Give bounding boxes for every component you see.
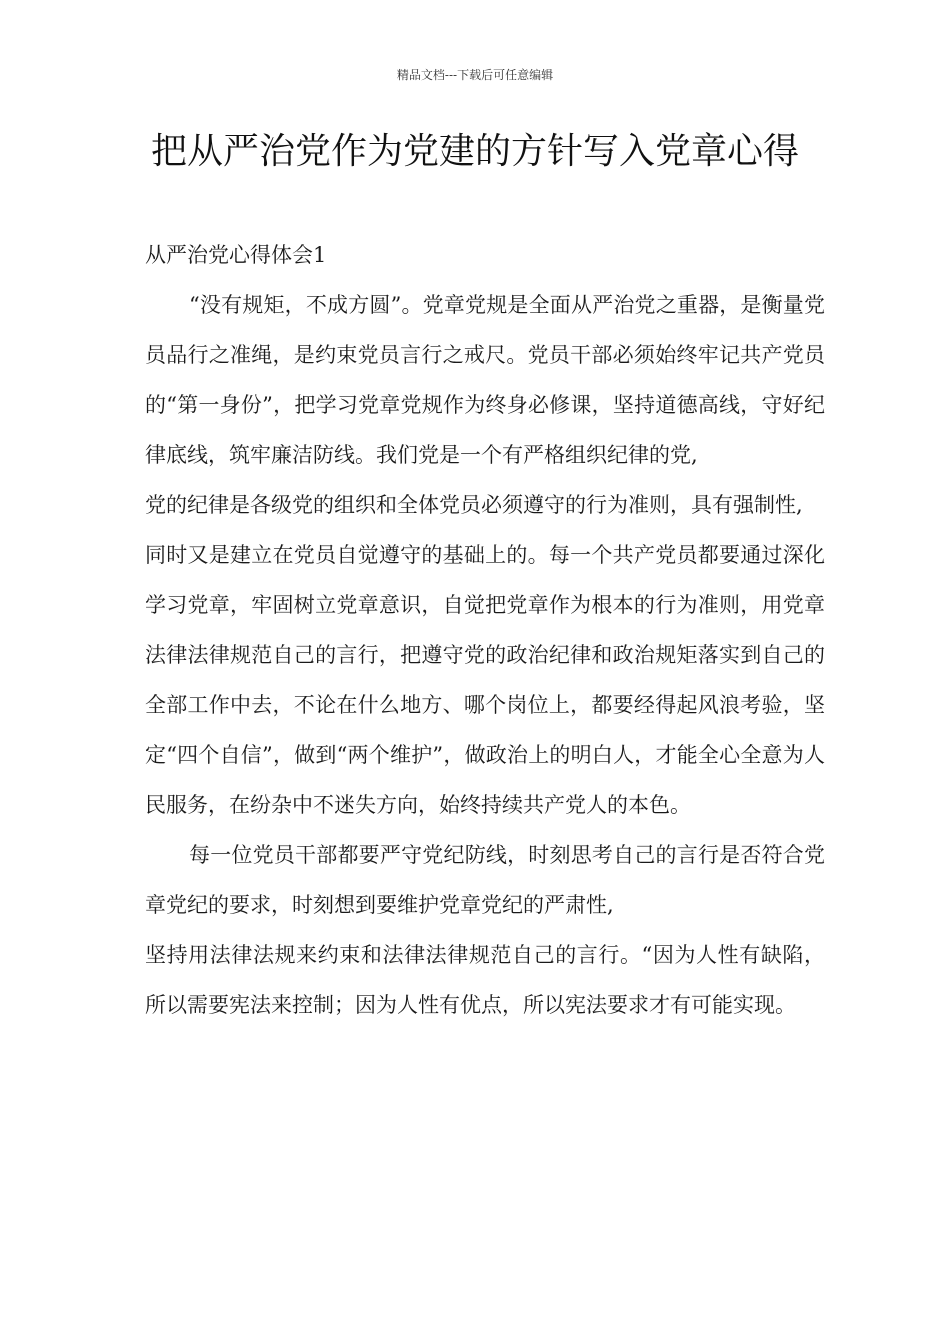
- paragraph-1: “没有规矩，不成方圆”。党章党规是全面从严治党之重器，是衡量党员品行之准绳，是约束党员言行之戒尺。党员干部必须始终牢记共产党员的“第一身份”，把学习党章党规作为终身必修课，坚持道德高线，守好纪律底线，筑牢廉洁防线。我们党是一个有严格组织纪律的党,: [145, 293, 825, 467]
- section-subtitle: 从严治党心得体会1: [145, 243, 327, 267]
- paragraph-3: 同时又是建立在党员自觉遵守的基础上的。每一个共产党员都要通过深化学习党章，牢固树立党章意识，自觉把党章作为根本的行为准则，用党章法律法律规范自己的言行，把遵守党的政治纪律和政治规矩落实到自己的全部工作中去，不论在什么地方、哪个岗位上，都要经得起风浪考验，坚定“四个自信”，做到“两个维护”，做政治上的明白人，才能全心全意为人民服务，在纷杂中不迷失方向，始终持续共产党人的本色。: [145, 543, 825, 817]
- paragraph-5: 坚持用法律法规来约束和法律法律规范自己的言行。“因为人性有缺陷，所以需要宪法来控制；因为人性有优点，所以宪法要求才有可能实现。: [145, 943, 825, 1017]
- document-title: 把从严治党作为党建的方针写入党章心得: [150, 131, 799, 172]
- page-header-note: 精品文档---下载后可任意编辑: [396, 68, 554, 82]
- paragraph-4: 每一位党员干部都要严守党纪防线，时刻思考自己的言行是否符合党章党纪的要求，时刻想到要维护党章党纪的严肃性,: [145, 843, 825, 917]
- document-body: [145, 230, 825, 1030]
- paragraph-2: 党的纪律是各级党的组织和全体党员必须遵守的行为准则，具有强制性,: [145, 493, 803, 517]
